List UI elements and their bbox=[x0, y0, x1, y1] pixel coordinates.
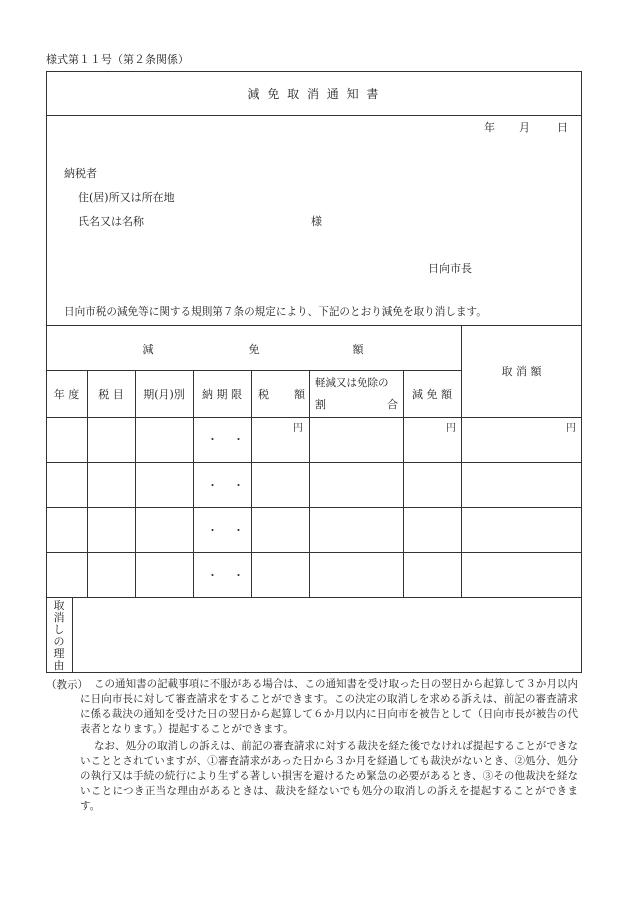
notice-label: （教示） bbox=[46, 679, 88, 691]
col-header-reduction: 減 免 額 bbox=[412, 388, 452, 401]
col-line-2 bbox=[135, 370, 136, 597]
title-divider bbox=[46, 115, 582, 116]
row-line-1 bbox=[46, 462, 582, 463]
reason-char: 消 bbox=[53, 611, 65, 624]
reason-char: 取 bbox=[53, 599, 65, 612]
col-header-ratio-line2b: 合 bbox=[387, 398, 398, 411]
row1-due-date-dots: ・ ・ bbox=[207, 433, 246, 446]
col-line-3 bbox=[193, 370, 194, 597]
honorific: 様 bbox=[311, 215, 322, 228]
row1-yen-tax: 円 bbox=[293, 423, 303, 434]
date-month: 月 bbox=[519, 121, 530, 134]
col-header-year: 年 度 bbox=[53, 388, 80, 401]
notice-paragraph-1: この通知書の記載事項に不服がある場合は、この通知書を受け取った日の翌日から起算して３か月以内に日向市長に対して審査請求をすることができます。この決定の取消しを求める訴えは、前記の審査請求に係る裁決の通知を受けた日の翌日から起算して６か月以内に日向市を被告として（日向市長が被告の代表者となります。）提起することができます。 bbox=[80, 678, 578, 735]
form-number: 様式第１１号（第２条関係） bbox=[46, 53, 189, 66]
row-line-4 bbox=[46, 597, 582, 598]
document-title: 減 免 取 消 通 知 書 bbox=[247, 87, 381, 101]
group-header-divider bbox=[46, 370, 461, 371]
notice-paragraph-2: なお、処分の取消しの訴えは、前記の審査請求に対する裁決を経た後でなければ提起することができないこととされていますが、①審査請求があった日から３か月を経過しても裁決がないとき、②処分、処分の執行又は手続の続行により生ずる著しい損害を避けるため緊急の必要があるとき、③その他裁決を経ないことにつき正当な理由があるときは、裁決を経ないでも処分の取消しの訴えを提起することができます。 bbox=[80, 740, 578, 812]
reason-col-line bbox=[72, 597, 73, 673]
group-header-char-2: 免 bbox=[248, 343, 260, 356]
cancel-amount-header: 取 消 額 bbox=[501, 365, 542, 378]
reason-char: の bbox=[53, 635, 65, 648]
row1-yen-cancel: 円 bbox=[566, 423, 576, 434]
group-header-char-3: 額 bbox=[352, 343, 364, 356]
col-line-5 bbox=[309, 370, 310, 597]
taxpayer-heading: 納税者 bbox=[64, 167, 97, 180]
row3-due-date-dots: ・ ・ bbox=[207, 524, 246, 537]
col-header-tax-amount-2: 額 bbox=[294, 388, 305, 401]
col-header-tax-amount-1: 税 bbox=[258, 388, 269, 401]
issuer: 日向市長 bbox=[428, 262, 472, 275]
group-header-char-1: 減 bbox=[142, 343, 154, 356]
col-header-due-date: 納 期 限 bbox=[202, 388, 242, 401]
date-year: 年 bbox=[484, 121, 495, 134]
date-day: 日 bbox=[557, 121, 568, 134]
row1-yen-reduction: 円 bbox=[446, 423, 456, 434]
col-header-tax-item: 税 目 bbox=[98, 388, 124, 401]
col-line-1 bbox=[87, 370, 88, 597]
reason-char: 理 bbox=[53, 647, 65, 660]
col-line-4 bbox=[251, 370, 252, 597]
col-header-ratio-line1: 軽減又は免除の bbox=[315, 377, 389, 389]
address-label: 住(居)所又は所在地 bbox=[78, 191, 175, 204]
col-header-period: 期(月)別 bbox=[143, 388, 185, 401]
row2-due-date-dots: ・ ・ bbox=[207, 479, 246, 492]
statement: 日向市税の減免等に関する規則第７条の規定により、下記のとおり減免を取り消します。 bbox=[64, 306, 487, 318]
reason-char: し bbox=[53, 623, 65, 636]
row4-due-date-dots: ・ ・ bbox=[207, 569, 246, 582]
name-label: 氏名又は名称 bbox=[78, 215, 144, 228]
col-line-6 bbox=[403, 370, 404, 597]
header-bottom-line bbox=[46, 417, 582, 418]
row-line-3 bbox=[46, 552, 582, 553]
table-top-line bbox=[46, 325, 582, 326]
col-header-ratio-line2a: 割 bbox=[315, 398, 326, 411]
row-line-2 bbox=[46, 507, 582, 508]
reason-char: 由 bbox=[53, 659, 65, 672]
